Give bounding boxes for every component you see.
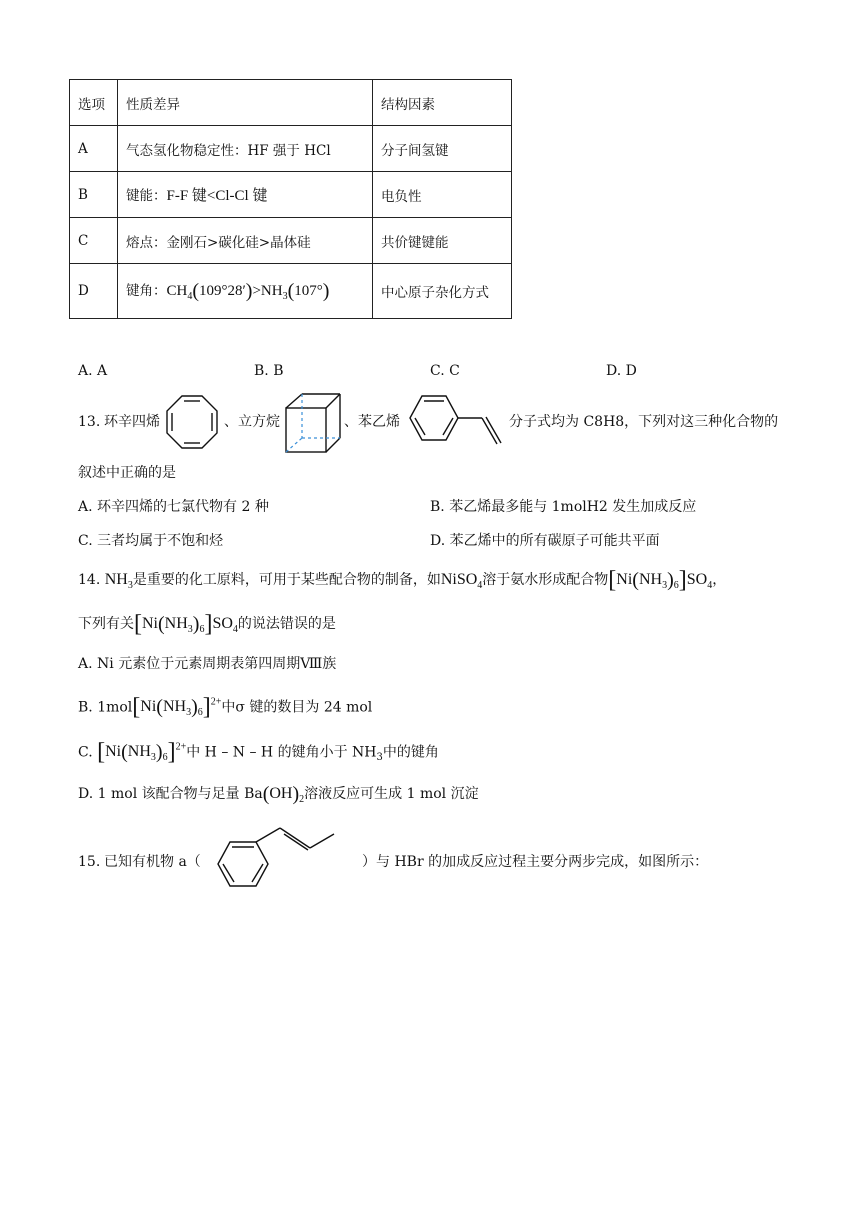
q14-option-b [78,693,372,724]
q13-option-d: D. 苯乙烯中的所有碳原子可能共平面 [430,533,660,549]
row-option: C [70,218,118,264]
row-factor: 电负性 [373,172,512,218]
q15-number: 15. [78,854,101,870]
q13-name-cyclooctatetraene: 环辛四烯 [104,414,160,430]
q14-option-b-mid: 中σ 键的数目为 24 mol [221,699,373,716]
q13-stem-line2: 叙述中正确的是 [78,465,176,481]
row-option: D [70,264,118,319]
row-property [118,172,373,218]
complex-ion-formula: $[Ni(NH_3)_6]^{2+}$ [97,739,187,766]
q14-option-a: A. Ni 元素位于元素周期表第四周期Ⅷ族 [78,656,337,672]
cyclooctatetraene-structure [162,392,222,452]
complex-formula: $[Ni(NH_3)_6]SO_4$ [134,611,238,637]
q13-number: 13. [78,414,101,430]
q14-option-c-prefix: C. [78,744,93,761]
header-option: 选项 [70,80,118,126]
q13-option-c: C. 三者均属于不饱和烃 [78,533,224,549]
q14-line2-prefix: 下列有关 [78,616,134,632]
q14-option-c-mid: 中 H – N – H 的键角小于 NH [186,744,377,761]
q14-option-d-end: 溶液反应可生成 1 mol 沉淀 [304,786,479,802]
row-factor: 共价键键能 [373,218,512,264]
q14-line2-suffix: 的说法错误的是 [237,616,336,632]
header-property: 性质差异 [118,80,373,126]
bond-angle-formula: $CH_4(109^\circ 28')>NH_3(107^\circ)$ [166,280,330,302]
row-property: 熔点：金刚石>碳化硅>晶体硅 [118,218,373,264]
row-option: B [70,172,118,218]
cubane-structure [282,390,344,456]
q15-text-2: ）与 HBr 的加成反应过程主要分两步完成，如图所示： [362,854,709,870]
q14-option-d [78,784,479,810]
q14-option-c-end: 中的键角 [382,744,439,761]
row-option: A [70,126,118,172]
q13-formula-text: 分子式均为 C8H8，下列对这三种化合物的 [509,414,779,430]
compound-a-structure [210,818,360,898]
q13-name-cubane: 、立方烷 [224,414,280,430]
table-row [70,264,512,319]
header-factor: 结构因素 [373,80,512,126]
q13-option-b: B. 苯乙烯最多能与 1molH2 发生加成反应 [430,499,697,515]
row-factor: 中心原子杂化方式 [373,264,512,319]
q13-name-styrene: 、苯乙烯 [344,414,400,430]
baoh2-formula: $(OH)_2$ [262,783,305,806]
q12-choice-a: A. A [78,363,108,379]
q12-choice-b: B. B [254,363,284,379]
styrene-structure [402,388,510,450]
q14-stem-line1: 14. $NH_3$是重要的化工原料，可用于某些配合物的制备，如NiSO$_4$溶于氨水形成配合物$[Ni(NH_3)_6]SO_4$， [78,567,727,593]
q14-text-1: 是重要的化工原料，可用于某些配合物的制备，如 [132,572,441,588]
q12-choice-c: C. C [430,363,460,379]
row-property [118,264,373,319]
q14-text-2: 溶于氨水形成配合物 [482,572,609,588]
niso4-formula: NiSO$_4$ [440,571,483,592]
q13-option-a: A. 环辛四烯的七氯代物有 2 种 [78,499,269,515]
q14-option-c: C. $[Ni(NH_3)_6]^{2+}$中 H – N – H 的键角小于 $NH_3$中的键角 [78,739,439,766]
table-row [70,218,512,264]
q12-choice-d: D. D [606,363,637,379]
row-factor: 分子间氢键 [373,126,512,172]
complex-formula: $[Ni(NH_3)_6]SO_4$ [608,567,713,593]
q12-table [69,79,512,319]
table-row [70,172,512,218]
q14-option-b-prefix: B. 1mol [78,699,133,716]
nh3-formula: $NH_3$ [104,571,133,592]
table-row [70,126,512,172]
q14-stem-line2 [78,611,336,640]
row-property: 气态氢化物稳定性：HF 强于 HCl [118,126,373,172]
q14-number: 14. [78,572,101,588]
bond-energy-formula: F-F 键<Cl-Cl 键 [166,188,268,204]
q14-option-d-prefix: D. 1 mol 该配合物与足量 Ba [78,786,263,802]
q15-text-1: 已知有机物 a（ [104,854,201,870]
complex-ion-formula: $[Ni(NH_3)_6]^{2+}$ [132,694,222,721]
property-prefix: 键角： [126,283,167,299]
property-prefix: 键能： [126,188,167,204]
table-header-row [70,80,512,126]
